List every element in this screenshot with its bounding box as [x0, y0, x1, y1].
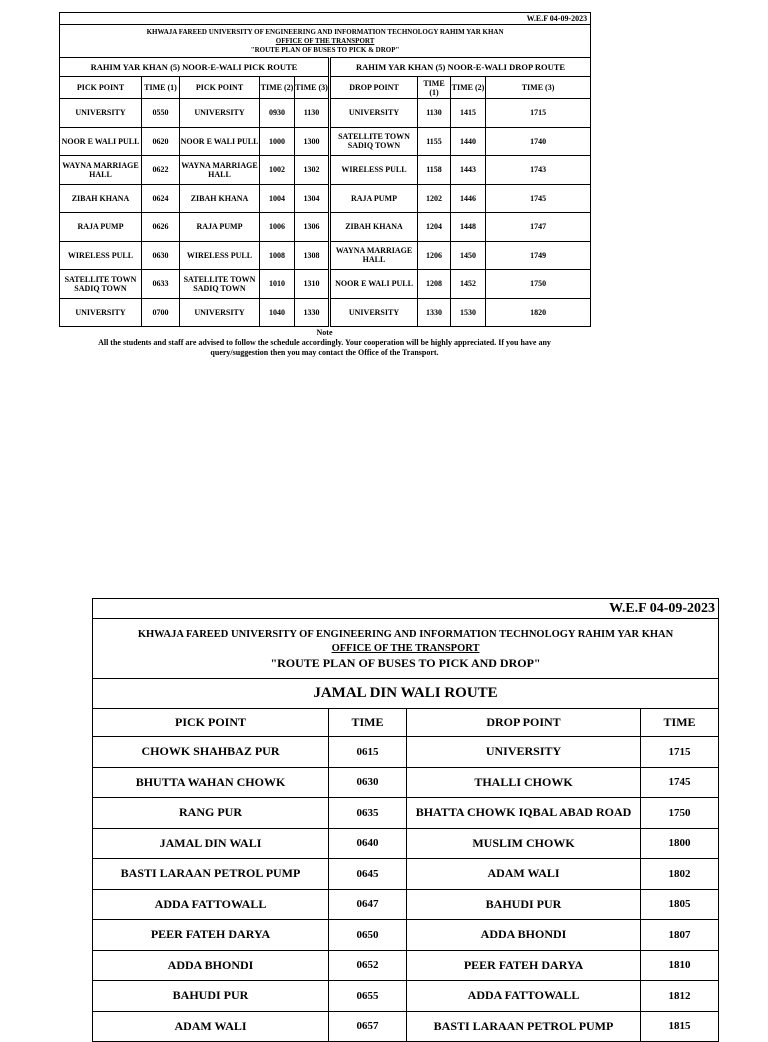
drop-time-1: 1204: [418, 213, 451, 242]
drop-time-1: 1158: [418, 156, 451, 185]
office-name: OFFICE OF THE TRANSPORT: [275, 36, 375, 45]
drop-point: THALLI CHOWK: [407, 767, 641, 798]
drop-time-3: 1747: [486, 213, 591, 242]
pick-time-2: 1040: [260, 298, 295, 327]
table-row: [93, 828, 719, 859]
drop-time-2: 1530: [451, 298, 486, 327]
pick-point: WAYNA MARRIAGE HALL: [60, 156, 142, 185]
pick-time-1: 0620: [142, 127, 180, 156]
pick-time-3: 1306: [295, 213, 330, 242]
drop-route-title: RAHIM YAR KHAN (5) NOOR-E-WALI DROP ROUTE: [330, 58, 591, 77]
table-row: [93, 920, 719, 951]
drop-time-3: 1745: [486, 184, 591, 213]
pick-point: BASTI LARAAN PETROL PUMP: [93, 859, 329, 890]
pick-time-3: 1330: [295, 298, 330, 327]
drop-point: ADDA BHONDI: [407, 920, 641, 951]
pick-time-1: 0633: [142, 270, 180, 299]
pick-time-1: 0700: [142, 298, 180, 327]
drop-time-2: 1448: [451, 213, 486, 242]
table-row: [93, 1011, 719, 1042]
pick-time: 0615: [329, 737, 407, 768]
pick-time-2: 1004: [260, 184, 295, 213]
drop-time: 1802: [641, 859, 719, 890]
col-drop-time-3: TIME (3): [486, 77, 591, 99]
pick-time: 0647: [329, 889, 407, 920]
col-drop-point: DROP POINT: [330, 77, 418, 99]
university-name: KHWAJA FAREED UNIVERSITY OF ENGINEERING AND INFORMATION TECHNOLOGY RAHIM YAR KHAN: [146, 27, 504, 36]
pick-point: PEER FATEH DARYA: [93, 920, 329, 951]
pick-time-2: 1010: [260, 270, 295, 299]
drop-point: UNIVERSITY: [330, 99, 418, 128]
pick-point: ZIBAH KHANA: [180, 184, 260, 213]
pick-point: ZIBAH KHANA: [60, 184, 142, 213]
drop-point: ADAM WALI: [407, 859, 641, 890]
pick-time-1: 0630: [142, 241, 180, 270]
pick-time-2: 1000: [260, 127, 295, 156]
drop-time-3: 1740: [486, 127, 591, 156]
drop-time-1: 1208: [418, 270, 451, 299]
drop-point: NOOR E WALI PULL: [330, 270, 418, 299]
drop-time-2: 1450: [451, 241, 486, 270]
table-row: [60, 213, 591, 242]
pick-time-3: 1310: [295, 270, 330, 299]
note-text: All the students and staff are advised to follow the schedule accordingly. Your cooperation will be highly appreciated. If you have any query/suggestion then you may contact the Office of the Transport.: [98, 338, 551, 357]
university-name: KHWAJA FAREED UNIVERSITY OF ENGINEERING AND INFORMATION TECHNOLOGY RAHIM YAR KHAN: [137, 628, 674, 640]
col-time-2: TIME (2): [260, 77, 295, 99]
drop-time-3: 1715: [486, 99, 591, 128]
pick-point: SATELLITE TOWN SADIQ TOWN: [60, 270, 142, 299]
drop-point: WAYNA MARRIAGE HALL: [330, 241, 418, 270]
pick-time: 0650: [329, 920, 407, 951]
table-row: [93, 859, 719, 890]
pick-point: WIRELESS PULL: [180, 241, 260, 270]
col-pick-point: PICK POINT: [93, 709, 329, 737]
drop-time-2: 1446: [451, 184, 486, 213]
pick-point: WIRELESS PULL: [60, 241, 142, 270]
drop-time: 1750: [641, 798, 719, 829]
wef-date: W.E.F 04-09-2023: [93, 599, 719, 619]
drop-time: 1810: [641, 950, 719, 981]
plan-title: "ROUTE PLAN OF BUSES TO PICK AND DROP": [270, 655, 541, 670]
pick-point: UNIVERSITY: [180, 298, 260, 327]
sheet-header: [60, 25, 591, 58]
table-row: [60, 127, 591, 156]
drop-time: 1815: [641, 1011, 719, 1042]
drop-time: 1800: [641, 828, 719, 859]
pick-time: 0635: [329, 798, 407, 829]
drop-time-2: 1415: [451, 99, 486, 128]
drop-point: ZIBAH KHANA: [330, 213, 418, 242]
pick-time-2: 0930: [260, 99, 295, 128]
drop-time: 1745: [641, 767, 719, 798]
drop-time-3: 1820: [486, 298, 591, 327]
pick-point: BHUTTA WAHAN CHOWK: [93, 767, 329, 798]
pick-time: 0640: [329, 828, 407, 859]
drop-time-1: 1206: [418, 241, 451, 270]
table-row: [93, 737, 719, 768]
pick-time: 0645: [329, 859, 407, 890]
pick-time-1: 0550: [142, 99, 180, 128]
col-drop-time-2: TIME (2): [451, 77, 486, 99]
drop-point: RAJA PUMP: [330, 184, 418, 213]
pick-point: JAMAL DIN WALI: [93, 828, 329, 859]
noor-e-wali-route-table: [59, 12, 591, 327]
col-pick-point-2: PICK POINT: [180, 77, 260, 99]
table-row: [60, 270, 591, 299]
col-time-3: TIME (3): [295, 77, 330, 99]
pick-point: ADDA BHONDI: [93, 950, 329, 981]
drop-time: 1715: [641, 737, 719, 768]
pick-point: WAYNA MARRIAGE HALL: [180, 156, 260, 185]
drop-time-2: 1443: [451, 156, 486, 185]
col-pick-point-1: PICK POINT: [60, 77, 142, 99]
pick-point: BAHUDI PUR: [93, 981, 329, 1012]
jamal-din-wali-schedule-sheet: [92, 598, 718, 1042]
pick-point: NOOR E WALI PULL: [180, 127, 260, 156]
drop-time-3: 1749: [486, 241, 591, 270]
drop-time-1: 1202: [418, 184, 451, 213]
table-row: [93, 798, 719, 829]
route-title: JAMAL DIN WALI ROUTE: [93, 679, 719, 709]
pick-time-2: 1008: [260, 241, 295, 270]
plan-title: "ROUTE PLAN OF BUSES TO PICK & DROP": [250, 45, 400, 54]
pick-time-1: 0622: [142, 156, 180, 185]
pick-point: ADAM WALI: [93, 1011, 329, 1042]
pick-point: SATELLITE TOWN SADIQ TOWN: [180, 270, 260, 299]
table-row: [60, 99, 591, 128]
pick-time-3: 1304: [295, 184, 330, 213]
pick-point: UNIVERSITY: [180, 99, 260, 128]
drop-point: UNIVERSITY: [407, 737, 641, 768]
drop-time-3: 1750: [486, 270, 591, 299]
drop-point: BASTI LARAAN PETROL PUMP: [407, 1011, 641, 1042]
drop-time-1: 1130: [418, 99, 451, 128]
col-time-1: TIME (1): [142, 77, 180, 99]
office-name: OFFICE OF THE TRANSPORT: [331, 642, 480, 654]
pick-time: 0657: [329, 1011, 407, 1042]
drop-point: UNIVERSITY: [330, 298, 418, 327]
col-pick-time: TIME: [329, 709, 407, 737]
table-row: [60, 184, 591, 213]
pick-point: RAJA PUMP: [60, 213, 142, 242]
col-drop-point: DROP POINT: [407, 709, 641, 737]
pick-point: UNIVERSITY: [60, 99, 142, 128]
drop-time-3: 1743: [486, 156, 591, 185]
table-row: [60, 156, 591, 185]
note-label: Note: [316, 328, 333, 337]
pick-time-2: 1006: [260, 213, 295, 242]
pick-time-3: 1308: [295, 241, 330, 270]
sheet-header: [93, 619, 719, 679]
drop-time-2: 1440: [451, 127, 486, 156]
noor-e-wali-schedule-sheet: [59, 12, 590, 358]
drop-point: BAHUDI PUR: [407, 889, 641, 920]
pick-time-3: 1130: [295, 99, 330, 128]
drop-time-2: 1452: [451, 270, 486, 299]
pick-point: ADDA FATTOWALL: [93, 889, 329, 920]
drop-point: MUSLIM CHOWK: [407, 828, 641, 859]
table-row: [93, 767, 719, 798]
pick-point: UNIVERSITY: [60, 298, 142, 327]
pick-time: 0630: [329, 767, 407, 798]
pick-time: 0655: [329, 981, 407, 1012]
pick-time-1: 0624: [142, 184, 180, 213]
pick-route-title: RAHIM YAR KHAN (5) NOOR-E-WALI PICK ROUTE: [60, 58, 330, 77]
note-block: [59, 328, 590, 358]
pick-time-2: 1002: [260, 156, 295, 185]
col-drop-time: TIME: [641, 709, 719, 737]
table-row: [93, 950, 719, 981]
drop-point: PEER FATEH DARYA: [407, 950, 641, 981]
jamal-din-wali-route-table: [92, 598, 719, 1042]
drop-point: SATELLITE TOWN SADIQ TOWN: [330, 127, 418, 156]
pick-time: 0652: [329, 950, 407, 981]
drop-point: ADDA FATTOWALL: [407, 981, 641, 1012]
wef-date: W.E.F 04-09-2023: [60, 13, 591, 25]
table-row: [93, 889, 719, 920]
pick-point: NOOR E WALI PULL: [60, 127, 142, 156]
drop-time: 1805: [641, 889, 719, 920]
drop-point: WIRELESS PULL: [330, 156, 418, 185]
pick-point: RANG PUR: [93, 798, 329, 829]
drop-time-1: 1330: [418, 298, 451, 327]
table-row: [60, 241, 591, 270]
pick-point: CHOWK SHAHBAZ PUR: [93, 737, 329, 768]
col-drop-time-1: TIME (1): [418, 77, 451, 99]
pick-time-3: 1302: [295, 156, 330, 185]
pick-point: RAJA PUMP: [180, 213, 260, 242]
drop-time: 1812: [641, 981, 719, 1012]
drop-point: BHATTA CHOWK IQBAL ABAD ROAD: [407, 798, 641, 829]
drop-time-1: 1155: [418, 127, 451, 156]
drop-time: 1807: [641, 920, 719, 951]
table-row: [93, 981, 719, 1012]
table-row: [60, 298, 591, 327]
pick-time-3: 1300: [295, 127, 330, 156]
pick-time-1: 0626: [142, 213, 180, 242]
